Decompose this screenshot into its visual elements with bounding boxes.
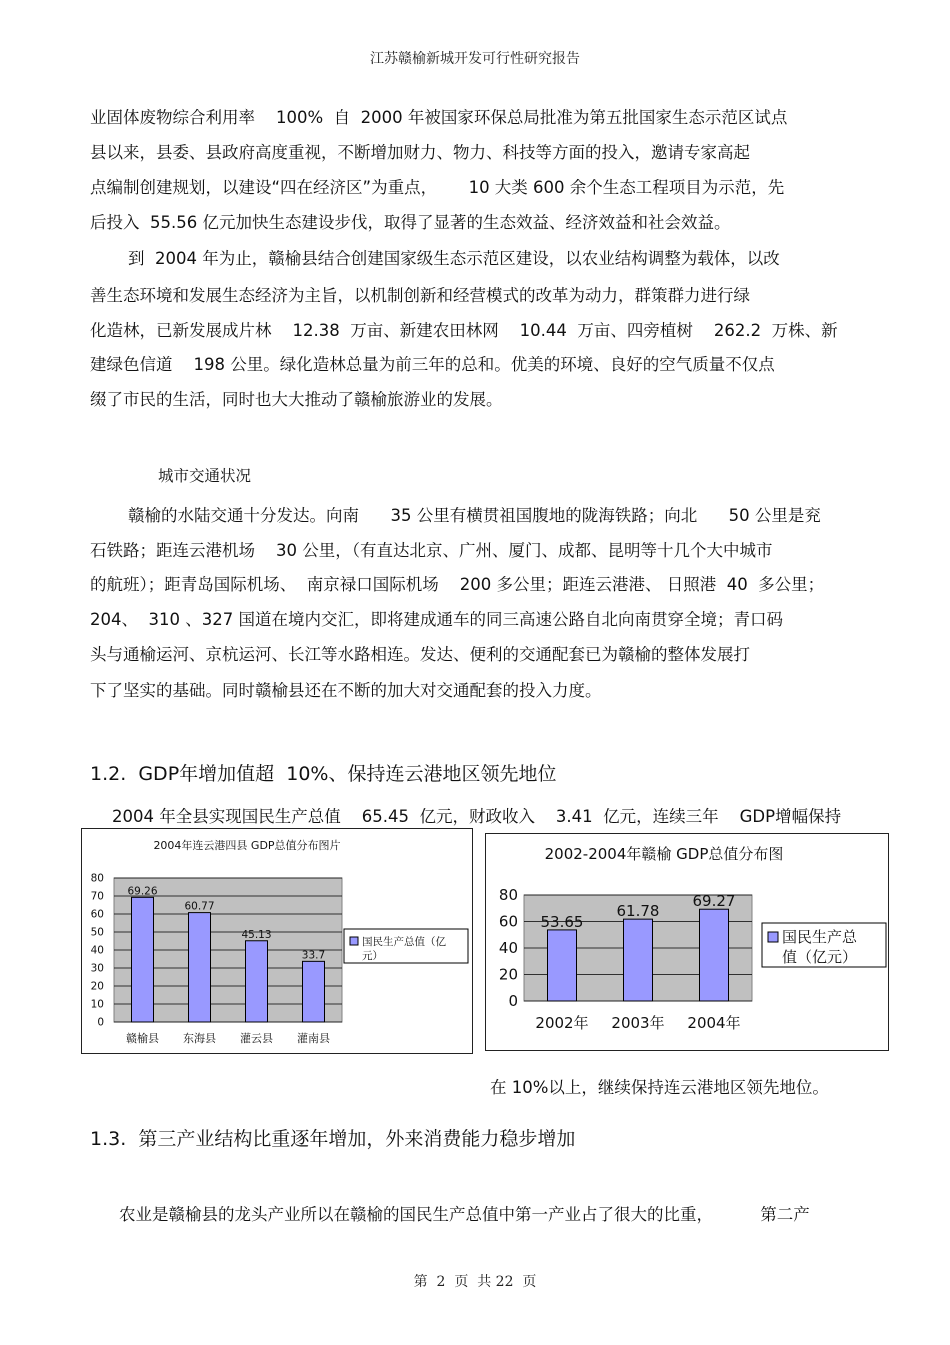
legend-key <box>350 937 358 945</box>
y-tick-label: 60 <box>498 912 518 931</box>
paragraph-line: 赣榆的水陆交通十分发达。向南 35 公里有横贯祖国腹地的陇海铁路；向北 50 公里是兖 <box>128 506 821 525</box>
y-tick-label: 50 <box>90 926 104 939</box>
bar <box>246 941 268 1022</box>
bar <box>303 961 325 1022</box>
chart-county-gdp <box>81 828 473 1054</box>
y-tick-label: 20 <box>90 980 104 993</box>
paragraph-line: 石铁路；距连云港机场 30 公里，（有直达北京、广州、厦门、成都、昆明等十几个大中城市 <box>90 541 773 560</box>
paragraph-line: 县以来，县委、县政府高度重视，不断增加财力、物力、科技等方面的投入，邀请专家高起 <box>90 143 750 162</box>
paragraph-line: 头与通榆运河、京杭运河、长江等水路相连。发达、便利的交通配套已为赣榆的整体发展打 <box>90 645 750 664</box>
data-label: 45.13 <box>241 928 272 941</box>
y-tick-label: 80 <box>90 872 104 885</box>
subsection-title: 城市交通状况 <box>158 467 252 485</box>
paragraph-line: 204、 310 、327 国道在境内交汇，即将建成通车的同三高速公路自北向南贯穿全境；青口码 <box>90 610 783 629</box>
x-tick-label: 2004年 <box>687 1014 741 1032</box>
y-tick-label: 0 <box>508 992 518 1010</box>
paragraph-line: 到 2004 年为止，赣榆县结合创建国家级生态示范区建设，以农业结构调整为载体，以改 <box>128 249 780 268</box>
y-tick-label: 20 <box>498 965 518 984</box>
data-label: 61.78 <box>616 902 660 921</box>
y-tick-label: 70 <box>90 890 104 903</box>
paragraph-line: 善生态环境和发展生态经济为主旨，以机制创新和经营模式的改革为动力，群策群力进行绿 <box>90 286 750 305</box>
bar <box>548 930 577 1001</box>
bar <box>700 909 729 1001</box>
paragraph-line: 农业是赣榆县的龙头产业所以在赣榆的国民生产总值中第一产业占了很大的比重， 第二产 <box>119 1205 810 1224</box>
paragraph-line: 的航班）；距青岛国际机场、 南京禄口国际机场 200 多公里；距连云港港、 日照港 40 多公里； <box>90 575 825 594</box>
chart-title: 2004年连云港四县 GDP总值分布图片 <box>153 839 341 852</box>
y-tick-label: 80 <box>498 886 518 904</box>
x-tick-label: 2003年 <box>611 1014 665 1032</box>
legend-label: 国民生产总 <box>782 928 858 946</box>
page-footer: 第 2 页 共 22 页 <box>413 1274 537 1290</box>
paragraph-line: 缀了市民的生活，同时也大大推动了赣榆旅游业的发展。 <box>90 390 503 409</box>
legend-key <box>768 932 778 942</box>
x-tick-label: 赣榆县 <box>126 1032 159 1045</box>
chart-county-gdp-svg <box>82 829 472 1053</box>
section-heading-1-3: 1.3. 第三产业结构比重逐年增加，外来消费能力稳步增加 <box>90 1128 576 1150</box>
legend-label: 元） <box>362 950 383 962</box>
x-tick-label: 2002年 <box>535 1014 589 1032</box>
bar <box>132 897 154 1022</box>
data-label: 53.65 <box>540 912 584 931</box>
paragraph-line: 点编制创建规划，以建设“四在经济区”为重点， 10 大类 600 余个生态工程项目为示范，先 <box>90 178 785 197</box>
y-tick-label: 10 <box>90 998 104 1011</box>
legend-label: 国民生产总值（亿 <box>362 936 446 948</box>
paragraph-line: 建绿色信道 198 公里。绿化造林总量为前三年的总和。优美的环境、良好的空气质量不仅点 <box>90 355 775 374</box>
x-tick-label: 灌云县 <box>240 1032 273 1045</box>
y-tick-label: 40 <box>498 939 518 957</box>
paragraph-line: 在 10%以上，继续保持连云港地区领先地位。 <box>490 1078 829 1097</box>
data-label: 69.26 <box>127 885 158 898</box>
legend-label: 值（亿元） <box>782 948 858 966</box>
paragraph-line: 2004 年全县实现国民生产总值 65.45 亿元，财政收入 3.41 亿元，连续三年 GDP增幅保持 <box>112 807 842 826</box>
bar <box>624 919 653 1001</box>
section-heading-1-2: 1.2. GDP年增加值超 10%、保持连云港地区领先地位 <box>90 763 557 785</box>
data-label: 69.27 <box>692 892 736 911</box>
y-tick-label: 0 <box>97 1016 104 1029</box>
x-tick-label: 东海县 <box>183 1032 216 1045</box>
bar <box>189 913 211 1022</box>
y-tick-label: 60 <box>90 908 104 921</box>
chart-title: 2002-2004年赣榆 GDP总值分布图 <box>544 845 784 863</box>
paragraph-line: 业固体废物综合利用率 100% 自 2000 年被国家环保总局批准为第五批国家生态示范区试点 <box>90 108 788 127</box>
page-header: 江苏赣榆新城开发可行性研究报告 <box>370 51 580 67</box>
x-tick-label: 灌南县 <box>297 1032 330 1045</box>
paragraph-line: 化造林，已新发展成片林 12.38 万亩、新建农田林网 10.44 万亩、四旁植树 262.2 万株、新 <box>90 321 838 340</box>
chart-yearly-gdp-svg <box>486 834 888 1050</box>
paragraph-line: 下了坚实的基础。同时赣榆县还在不断的加大对交通配套的投入力度。 <box>90 681 602 700</box>
y-tick-label: 40 <box>90 944 104 957</box>
chart-yearly-gdp <box>485 833 889 1051</box>
y-tick-label: 30 <box>90 962 104 975</box>
data-label: 33.7 <box>301 949 326 962</box>
paragraph-line: 后投入 55.56 亿元加快生态建设步伐，取得了显著的生态效益、经济效益和社会效益。 <box>90 213 731 232</box>
data-label: 60.77 <box>184 900 215 913</box>
